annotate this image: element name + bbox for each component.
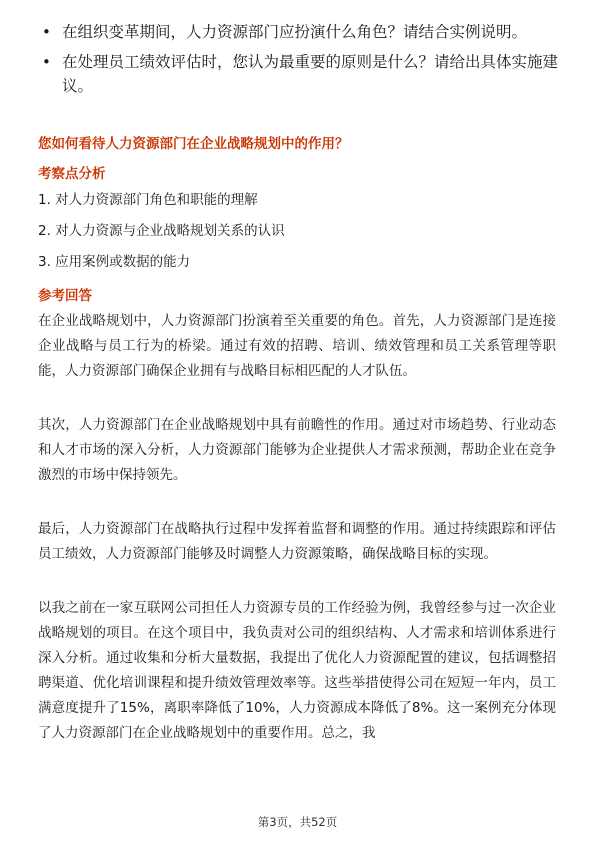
question-bullet-1: • 在组织变革期间，人力资源部门应扮演什么角色？请结合实例说明。 (38, 20, 568, 44)
answer-paragraph-2: 其次，人力资源部门在企业战略规划中具有前瞻性的作用。通过对市场趋势、行业动态和人才市场的深入分析，人力资源部门能够为企业提供人才需求预测，帮助企业在竞争激烈的市场中保持领先。 (38, 417, 556, 483)
analysis-item-2: 2. 对人力资源与企业战略规划关系的认识 (38, 223, 285, 239)
analysis-heading: 考察点分析 (38, 166, 106, 182)
answer-paragraph-4: 以我之前在一家互联网公司担任人力资源专员的工作经验为例，我曾经参与过一次企业战略规划的项目。在这个项目中，我负责对公司的组织结构、人才需求和培训体系进行深入分析。通过收集和分析大量数据，我提出了优化人力资源配置的建议，包括调整招聘渠道、优化培训课程和提升绩效管理效率等。这些举措使得公司在短短一年内，员工满意度提升了15%，离职率降低了10%，人力资源成本降低了8%。这一案例充分体现了人力资源部门在企业战略规划中的重要作用。总之，我 (38, 600, 556, 741)
analysis-item-1: 1. 对人力资源部门角色和职能的理解 (38, 192, 258, 208)
answer-body (38, 309, 556, 775)
answer-paragraph-1: 在企业战略规划中，人力资源部门扮演着至关重要的角色。首先，人力资源部门是连接企业战略与员工行为的桥梁。通过有效的招聘、培训、绩效管理和员工关系管理等职能，人力资源部门确保企业拥有与战略目标相匹配的人才队伍。 (38, 313, 556, 379)
analysis-item-3: 3. 应用案例或数据的能力 (38, 254, 191, 270)
analysis-list (38, 190, 558, 283)
page-number-footer: 第3页，共52页 (257, 815, 338, 829)
question-bullet-2: • 在处理员工绩效评估时，您认为最重要的原则是什么？请给出具体实施建议。 (38, 50, 568, 98)
answer-paragraph-3: 最后，人力资源部门在战略执行过程中发挥着监督和调整的作用。通过持续跟踪和评估员工绩效，人力资源部门能够及时调整人力资源策略，确保战略目标的实现。 (38, 521, 556, 562)
question-bullet-list (38, 20, 568, 104)
answer-heading: 参考回答 (38, 288, 92, 304)
question-title: 您如何看待人力资源部门在企业战略规划中的作用？ (38, 136, 349, 152)
